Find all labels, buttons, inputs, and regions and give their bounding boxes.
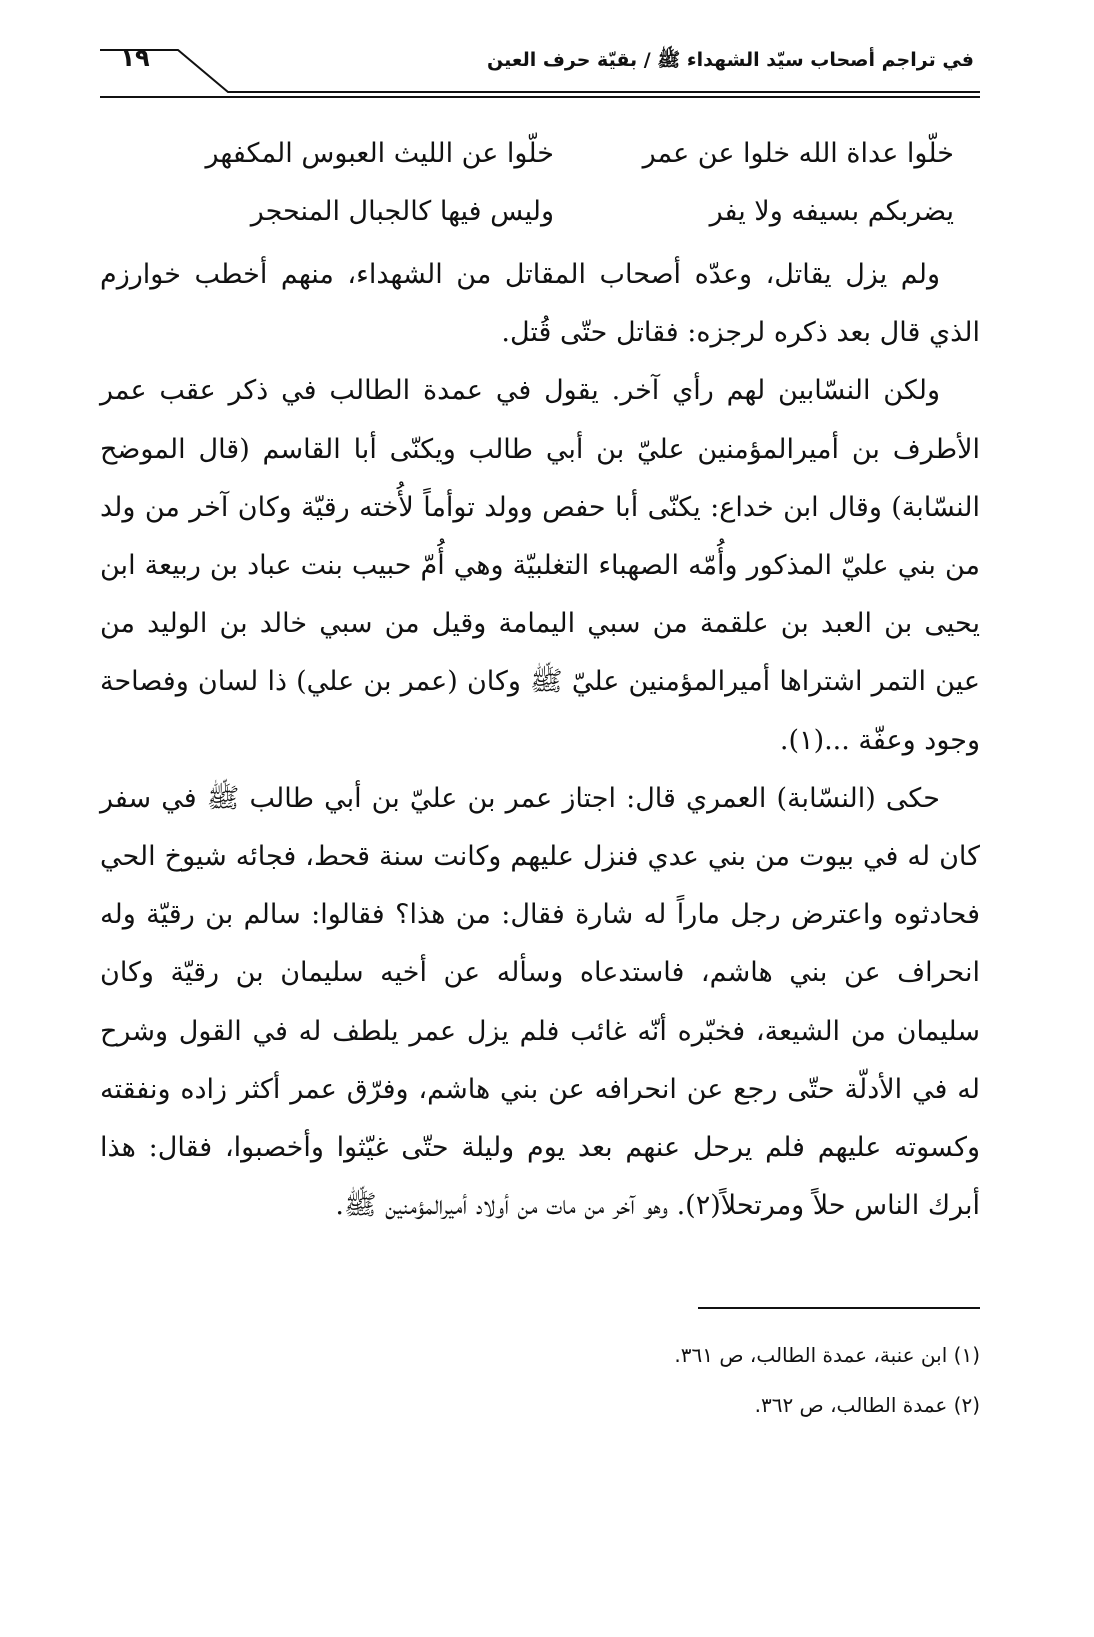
footnotes xyxy=(100,1330,980,1430)
page-number: ١٩ xyxy=(120,44,150,72)
header-rule xyxy=(100,96,980,98)
poem-hemistich-left: خلّوا عن الليث العبوس المكفهر xyxy=(205,138,554,169)
running-title: في تراجم أصحاب سيّد الشهداء ﷺ / بقيّة حرف العين xyxy=(487,49,974,71)
footnote-item: (١) ابن عنبة، عمدة الطالب، ص ٣٦١. xyxy=(674,1343,980,1367)
footnote-item: (٢) عمدة الطالب، ص ٣٦٢. xyxy=(754,1393,980,1417)
footnote-separator xyxy=(698,1307,980,1309)
paragraph: ولكن النسّابين لهم رأي آخر. يقول في عمدة الطالب في ذكر عقب عمر الأطرف بن أميرالمؤمنين عليّ بن أبي طالب ويكنّى أبا القاسم (قال الموضح النسّابة) وقال ابن خداع: يكنّى أبا حفص وولد توأماً لأُخته رقيّة وكان آخر من ولد من بني عليّ المذكور وأُمّه الصهباء التغلبيّة وهي أُمّ حبيب بنت عباد بن ربيعة ابن يحيى بن العبد بن علقمة من سبي اليمامة وقيل من سبي خالد بن الوليد من عين التمر اشتراها أميرالمؤمنين عليّ ﷺ وكان (عمر بن علي) ذا لسان وفصاحة وجود وعفّة ...(١). xyxy=(100,375,980,756)
page-header xyxy=(100,40,980,100)
poem-hemistich-right: يضربكم بسيفه ولا يفر xyxy=(709,196,954,227)
paragraph: ولم يزل يقاتل، وعدّه أصحاب المقاتل من الشهداء، منهم أخطب خوارزم الذي قال بعد ذكره لرجزه: فقاتل حتّى قُتل. xyxy=(100,259,980,349)
poem-verse-2 xyxy=(154,196,954,227)
body-text xyxy=(100,246,980,1235)
poem-hemistich-left: وليس فيها كالجبال المنحجر xyxy=(250,196,554,227)
poem-verse-1 xyxy=(154,138,954,169)
paragraph: حكى (النسّابة) العمري قال: اجتاز عمر بن عليّ بن أبي طالب ﷺ في سفر كان له في بيوت من بني عدي فنزل عليهم وكانت سنة قحط، فجائه شيوخ الحي فحادثوه واعترض رجل ماراً له شارة فقال: من هذا؟ فقالوا: سالم بن رقيّة وله انحراف عن بني هاشم، فاستدعاه وسأله عن أخيه سليمان بن رقيّة وكان سليمان من الشيعة، فخبّره أنّه غائب فلم يزل عمر يلطف له في القول وشرح له في الأدلّة حتّى رجع عن انحرافه عن بني هاشم، وفرّق عمر أكثر زاده ونفقته وكسوته عليهم فلم يرحل عنهم بعد يوم وليلة حتّى غيّثوا وأخصبوا، فقال: هذا أبرك الناس حلاً ومرتحلاً(٢). وهو آخر من مات من أولاد أميرالمؤمنين ﷺ. xyxy=(100,782,980,1222)
poem-hemistich-right: خلّوا عداة الله خلوا عن عمر xyxy=(642,138,954,169)
